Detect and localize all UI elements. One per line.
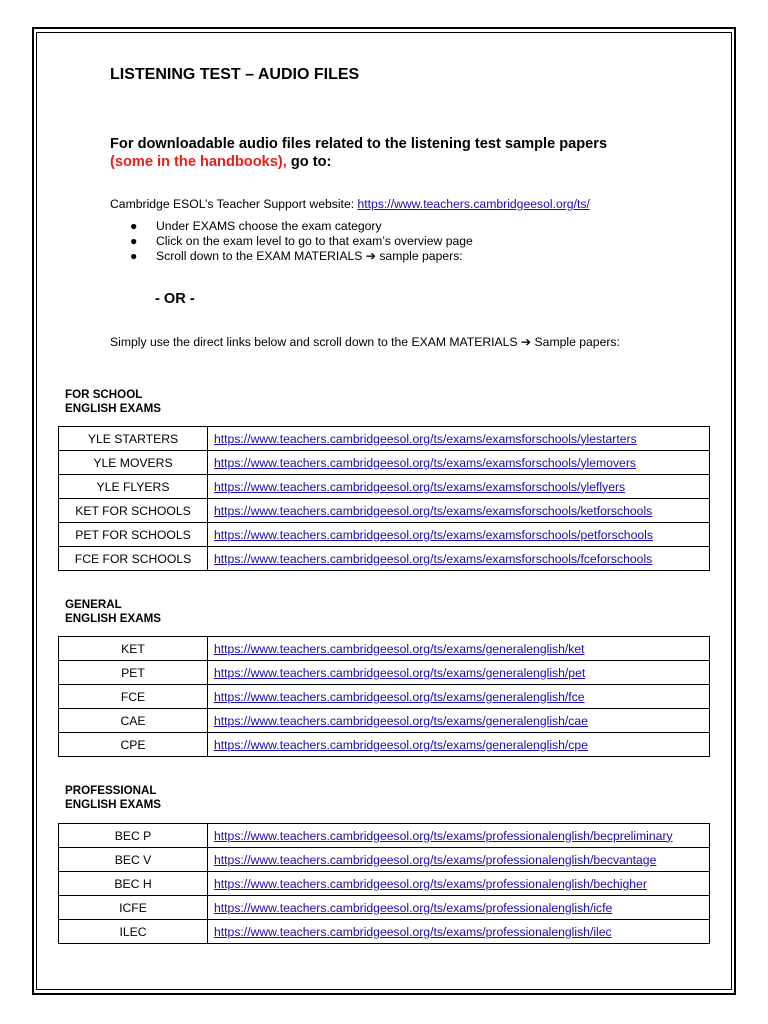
exam-link[interactable]: https://www.teachers.cambridgeesol.org/ts/exams/examsforschools/ylestarters [214,431,637,446]
table-row [59,733,710,757]
general-exams-table [58,636,710,757]
table-row [59,661,710,685]
exam-url-cell [208,547,710,571]
exam-name: YLE FLYERS [59,475,208,499]
list-item [110,219,473,234]
table-row [59,872,710,896]
section-heading-line2: ENGLISH EXAMS [65,402,161,415]
exam-name: BEC V [59,848,208,872]
table-row [59,499,710,523]
exam-link[interactable]: https://www.teachers.cambridgeesol.org/ts/exams/professionalenglish/bechigher [214,876,647,891]
exam-url-cell [208,733,710,757]
exam-url-cell [208,523,710,547]
or-divider: - OR - [155,291,195,307]
intro-heading [110,135,607,171]
intro-tail: go to: [286,154,332,170]
exam-url-cell [208,661,710,685]
exam-link[interactable]: https://www.teachers.cambridgeesol.org/ts/exams/generalenglish/ket [214,641,585,656]
exam-name: ILEC [59,920,208,944]
professional-exams-table [58,823,710,944]
intro-red-note: (some in the handbooks), [110,154,287,170]
table-row [59,920,710,944]
table-row [59,896,710,920]
table-row [59,451,710,475]
exam-link[interactable]: https://www.teachers.cambridgeesol.org/ts/exams/professionalenglish/becvantage [214,852,657,867]
exam-name: KET [59,637,208,661]
exam-link[interactable]: https://www.teachers.cambridgeesol.org/ts/exams/generalenglish/fce [214,689,585,704]
exam-url-cell [208,920,710,944]
exam-link[interactable]: https://www.teachers.cambridgeesol.org/ts/exams/examsforschools/petforschools [214,527,653,542]
exam-url-cell [208,709,710,733]
exam-link[interactable]: https://www.teachers.cambridgeesol.org/ts/exams/examsforschools/fceforschools [214,551,653,566]
exam-link[interactable]: https://www.teachers.cambridgeesol.org/ts/exams/professionalenglish/becpreliminary [214,828,673,843]
table-row [59,547,710,571]
support-link[interactable]: https://www.teachers.cambridgeesol.org/ts/ [357,197,590,211]
exam-name: YLE MOVERS [59,451,208,475]
exam-name: YLE STARTERS [59,427,208,451]
section-heading-general [65,598,161,626]
list-item-text: Click on the exam level to go to that exam’s overview page [156,234,473,248]
exam-link[interactable]: https://www.teachers.cambridgeesol.org/ts/exams/examsforschools/ylemovers [214,455,636,470]
exam-name: PET FOR SCHOOLS [59,523,208,547]
support-text: Cambridge ESOL’s Teacher Support website: [110,197,358,211]
exam-url-cell [208,427,710,451]
instruction-list [110,219,473,264]
table-row [59,523,710,547]
exam-link[interactable]: https://www.teachers.cambridgeesol.org/ts/exams/generalenglish/pet [214,665,586,680]
table-row [59,475,710,499]
direct-links-note: Simply use the direct links below and scroll down to the EXAM MATERIALS ➔ Sample papers: [110,335,620,349]
section-heading-line1: PROFESSIONAL [65,784,157,797]
section-heading-line1: FOR SCHOOL [65,388,143,401]
exam-name: KET FOR SCHOOLS [59,499,208,523]
list-item [110,249,473,264]
exam-url-cell [208,848,710,872]
table-row [59,637,710,661]
table-row [59,709,710,733]
exam-link[interactable]: https://www.teachers.cambridgeesol.org/ts/exams/examsforschools/ketforschools [214,503,653,518]
exam-name: FCE FOR SCHOOLS [59,547,208,571]
section-heading-line1: GENERAL [65,598,122,611]
exam-name: ICFE [59,896,208,920]
exam-url-cell [208,475,710,499]
table-row [59,685,710,709]
exam-name: PET [59,661,208,685]
section-heading-school [65,388,161,416]
exam-url-cell [208,896,710,920]
exam-name: CAE [59,709,208,733]
table-row [59,848,710,872]
exam-url-cell [208,685,710,709]
exam-link[interactable]: https://www.teachers.cambridgeesol.org/ts/exams/professionalenglish/ilec [214,924,612,939]
exam-link[interactable]: https://www.teachers.cambridgeesol.org/ts/exams/generalenglish/cpe [214,737,588,752]
table-row [59,824,710,848]
school-exams-table [58,426,710,571]
intro-line1: For downloadable audio files related to the listening test sample papers [110,136,608,152]
section-heading-line2: ENGLISH EXAMS [65,798,161,811]
page-title: LISTENING TEST – AUDIO FILES [110,66,360,83]
support-line [110,197,590,211]
exam-name: CPE [59,733,208,757]
section-heading-line2: ENGLISH EXAMS [65,612,161,625]
exam-url-cell [208,872,710,896]
exam-link[interactable]: https://www.teachers.cambridgeesol.org/ts/exams/professionalenglish/icfe [214,900,613,915]
section-heading-professional [65,784,161,812]
bullet-icon: ● [130,234,138,248]
list-item [110,234,473,249]
exam-url-cell [208,824,710,848]
list-item-text: Under EXAMS choose the exam category [156,219,382,233]
bullet-icon: ● [130,219,138,233]
exam-link[interactable]: https://www.teachers.cambridgeesol.org/ts/exams/examsforschools/yleflyers [214,479,626,494]
exam-name: BEC P [59,824,208,848]
table-row [59,427,710,451]
exam-name: BEC H [59,872,208,896]
exam-url-cell [208,499,710,523]
list-item-text: Scroll down to the EXAM MATERIALS ➔ sample papers: [156,249,463,263]
exam-url-cell [208,451,710,475]
exam-url-cell [208,637,710,661]
exam-link[interactable]: https://www.teachers.cambridgeesol.org/ts/exams/generalenglish/cae [214,713,588,728]
exam-name: FCE [59,685,208,709]
bullet-icon: ● [130,249,138,263]
